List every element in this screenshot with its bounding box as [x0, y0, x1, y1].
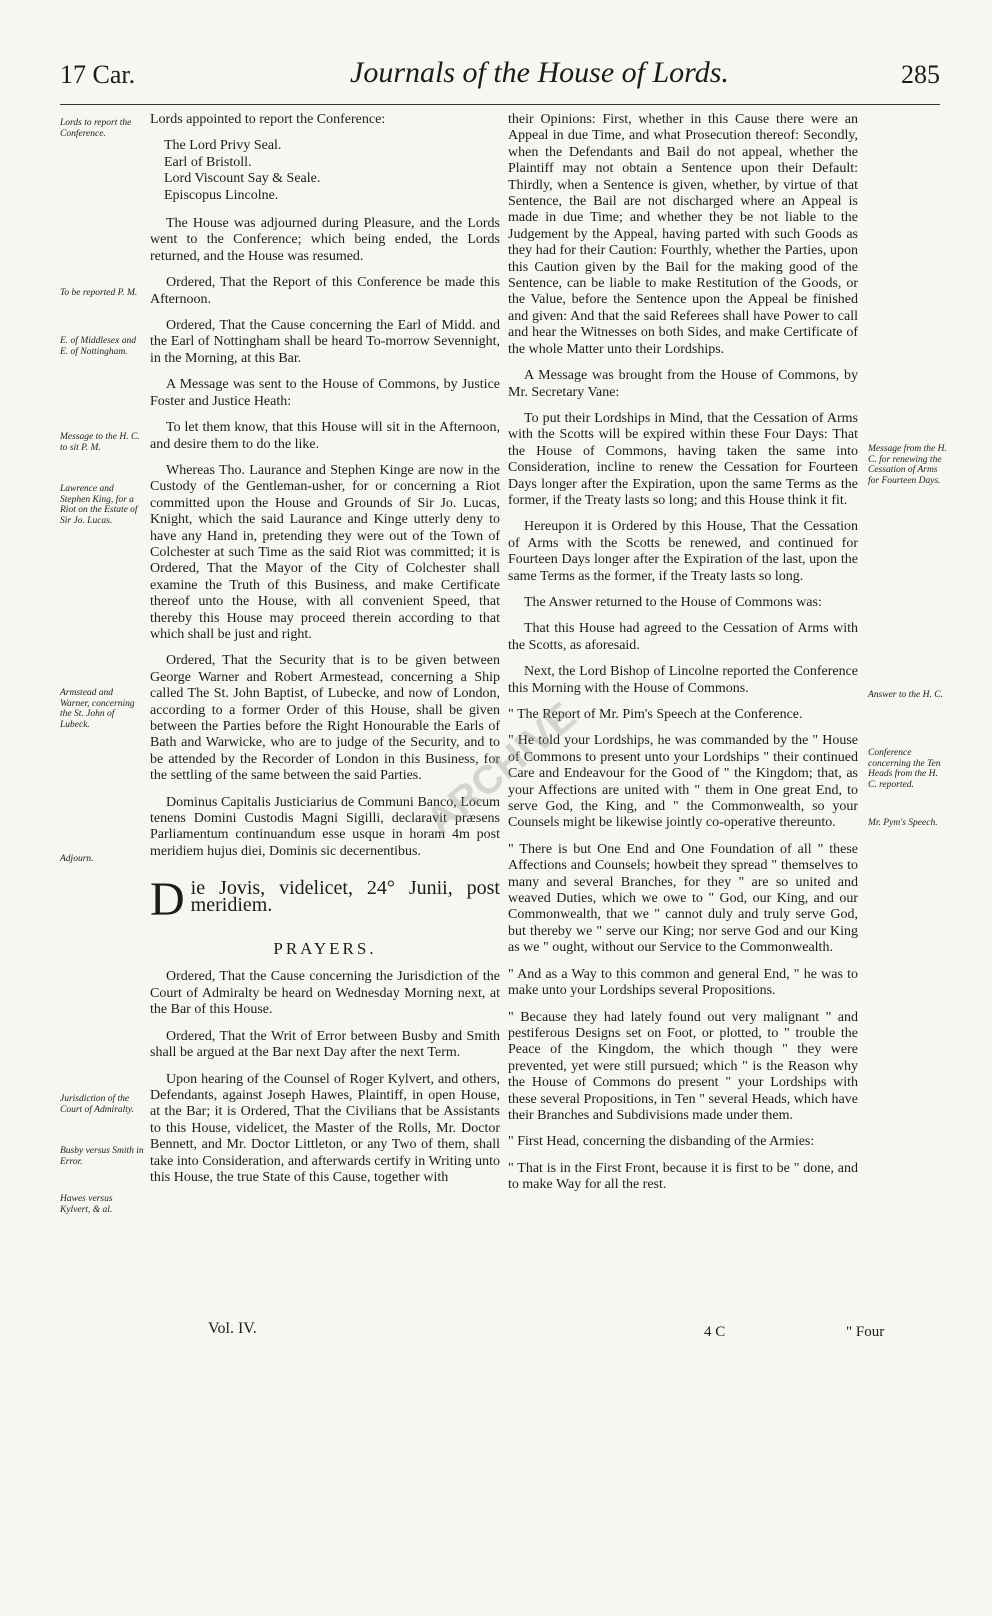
left-column	[150, 112, 500, 1196]
paragraph: Ordered, That the Cause concerning the Earl of Midd. and the Earl of Nottingham shall be heard To-morrow Sevennight, in the Morning, at this Bar.	[150, 318, 500, 366]
quote-paragraph: " That is in the First Front, because it is first to be " done, and to make Way for all the rest.	[508, 1160, 858, 1193]
paragraph: A Message was sent to the House of Commons, by Justice Foster and Justice Heath:	[150, 377, 500, 409]
header-rule	[60, 104, 940, 105]
margin-note: Mr. Pym's Speech.	[868, 818, 938, 828]
signature-mark: 4 C	[704, 1324, 726, 1340]
quote-paragraph: " He told your Lordships, he was commanded by the " House of Commons to present unto your Lordships " their continued Care and Endeavour for the Good of " the Kingdom; that, as your Affections are united with " them in One great End, to serve God, the King, and " the Commonwealth, so your Counsels might be likewise jointly co-operative thereunto.	[508, 733, 858, 831]
paragraph: To let them know, that this House will sit in the Afternoon, and desire them to do the like.	[150, 420, 500, 452]
name-line: Lord Viscount Say & Seale.	[164, 171, 321, 187]
paragraph: Dominus Capitalis Justiciarius de Communi Banco, Locum tenens Domini Custodis Magni Sigilli, declaravit præsens Parliamentum continuandum esse usque in horam 4m post meridiem hujus diei, Dominis sic decernentibus.	[150, 794, 500, 859]
name-line: Earl of Bristoll.	[164, 154, 252, 170]
name-line: The Lord Privy Seal.	[164, 138, 282, 154]
paragraph: Upon hearing of the Counsel of Roger Kylvert, and others, Defendants, against Joseph Hawes, Plaintiff, in open House, at the Bar; it is Ordered, That the Civilians that be Assistants to this House, videlicet, the Master of the Rolls, Mr. Doctor Bennett, and Mr. Doctor Littleton, or any Two of them, shall take into Consideration, and afterwards certify in Writing unto this House, the true State of this Cause, together with	[150, 1071, 500, 1185]
margin-note: Answer to the H. C.	[868, 690, 943, 700]
margin-note: Lords to report the Conference.	[60, 118, 132, 139]
conference-intro: Lords appointed to report the Conference:	[150, 112, 386, 127]
volume-label: Vol. IV.	[208, 1320, 257, 1337]
paragraph: To put their Lordships in Mind, that the Cessation of Arms with the Scotts will be expired within these Four Days: That the House of Commons, having taken the same into Consideration, incline to renew the Cessation for Fourteen Days longer after the Expiration, upon the same Terms as the former, if the Treaty lasts so long; and this House think it fit.	[508, 410, 858, 508]
catchword: " Four	[846, 1324, 885, 1340]
margin-note: Message to the H. C. to sit P. M.	[60, 432, 140, 453]
paragraph: their Opinions: First, whether in this Cause there were an Appeal in due Time, and what Prosecution thereof: Secondly, when the Defendants and Bail do not appeal, whether the Plaintiff may not obtain a Sentence upon their Default: Thirdly, when a Sentence is given, whether, by virtue of that Sentence, the Bail are not discharged where an Appeal is made in due Time; and whether they be not liable to the Judgement by the Appeal, having parted with such Goods as they had for their Caution: Fourthly, whether the Parties, upon this Caution given by the Bail for the making good of the Sentence, can be liable to make Restitution of the Goods, or the Value, before the Sentence upon the Appeal be finished and given: And that the said Referees shall have Power to call and hear the Witnesses on both Sides, and make Certificate of the whole Matter unto their Lordships.	[508, 112, 858, 357]
watermark: ARCHIVE	[418, 694, 585, 844]
margin-note: E. of Middlesex and E. of Nottingham.	[60, 336, 136, 357]
paragraph: Ordered, That the Writ of Error between Busby and Smith shall be argued at the Bar next Day after the next Term.	[150, 1028, 500, 1061]
margin-note: Conference concerning the Ten Heads from the H. C. reported.	[868, 748, 941, 790]
margin-note: Armstead and Warner, concerning the St. John of Lubeck.	[60, 688, 135, 730]
session-heading	[150, 873, 500, 927]
paragraph: A Message was brought from the House of Commons, by Mr. Secretary Vane:	[508, 368, 858, 400]
regnal-year: 17 Car.	[60, 60, 136, 89]
paragraph: The Answer returned to the House of Commons was:	[524, 594, 822, 610]
paragraph: The House was adjourned during Pleasure, and the Lords went to the Conference; which being ended, the Lords returned, and the House was resumed.	[150, 216, 500, 264]
quote-heading: " First Head, concerning the disbanding of the Armies:	[508, 1134, 815, 1150]
margin-note: Busby versus Smith in Error.	[60, 1146, 144, 1167]
quote-title: " The Report of Mr. Pim's Speech at the Conference.	[508, 707, 803, 722]
paragraph: Ordered, That the Cause concerning the Jurisdiction of the Court of Admiralty be heard on Wednesday Morning next, at the Bar of this House.	[150, 969, 500, 1018]
margin-note: Lawrence and Stephen King, for a Riot on the Estate of Sir Jo. Lucas.	[60, 484, 138, 526]
conference-names	[150, 138, 500, 204]
prayers-heading: PRAYERS.	[273, 939, 377, 959]
paragraph: That this House had agreed to the Cessation of Arms with the Scotts, as aforesaid.	[508, 621, 858, 653]
page-number: 285	[901, 60, 940, 89]
quote-paragraph: " And as a Way to this common and general End, " he was to make unto your Lordships several Propositions.	[508, 966, 858, 999]
margin-note: Message from the H. C. for renewing the Cessation of Arms for Fourteen Days.	[868, 444, 947, 486]
paragraph: Ordered, That the Security that is to be given between George Warner and Robert Armestead, concerning a Ship called The St. John Baptist, of Lubecke, and now of London, according to a former Order of this House, shall be given between the Parties before the Right Honourable the Earls of Bath and Warwicke, who are to judge of the Security, and to be attended by the Recorder of London in this Business, for the settling of the same between the said Parties.	[150, 653, 500, 784]
drop-cap: D	[150, 873, 185, 927]
quote-paragraph: " There is but One End and One Foundation of all " these Affections and Counsels; howbeit they spread " themselves to many and several Branches, for they " are so united and weaved Duties, which we owe to " God, our King, and our Commonwealth, that we " cannot duly and truly serve God, but thereby we " serve our King; nor serve God and our King as we " ought, without our Service to the Commonwealth.	[508, 841, 858, 956]
margin-note: To be reported P. M.	[60, 288, 138, 298]
margin-note: Jurisdiction of the Court of Admiralty.	[60, 1094, 134, 1115]
journal-title: Journals of the House of Lords.	[350, 56, 729, 89]
paragraph: Whereas Tho. Laurance and Stephen Kinge are now in the Custody of the Gentleman-usher, for or concerning a Riot committed upon the House and Grounds of Sir Jo. Lucas, Knight, which the said Laurance and Kinge utterly deny to have any Hand in, pretending they were out of the Town of Colchester at such Time as the said Riot was committed; it is Ordered, That the Mayor of the City of Colchester shall examine the Truth of this Business, and make Certificate thereof unto the House, with all convenient Speed, that thereby this House may proceed therein according to that which shall be just and right.	[150, 462, 500, 642]
page-header	[60, 56, 940, 104]
paragraph: Next, the Lord Bishop of Lincolne reported the Conference this Morning with the House of Commons.	[508, 664, 858, 696]
session-date: ie Jovis, videlicet, 24° Junii, post meridiem.	[190, 877, 500, 916]
margin-note: Hawes versus Kylvert, & al.	[60, 1194, 113, 1215]
name-line: Episcopus Lincolne.	[164, 187, 279, 203]
paragraph: Hereupon it is Ordered by this House, That the Cessation of Arms with the Scotts be renewed, and continued for Fourteen Days longer after the Expiration of the last, upon the same Terms as the former, if the Treaty lasts so long.	[508, 519, 858, 584]
paragraph: Ordered, That the Report of this Conference be made this Afternoon.	[150, 275, 500, 307]
margin-note: Adjourn.	[60, 854, 94, 864]
quote-paragraph: " Because they had lately found out very malignant " and pestiferous Designs set on Foot, or plotted, to " trouble the Peace of the Kingdom, the which though " they were prevented, yet were still pursued; which " is the Reason why the House of Commons do present " your Lordships with these several Propositions, in Ten " several Heads, which have their Branches and Subdivisions made under them.	[508, 1009, 858, 1123]
